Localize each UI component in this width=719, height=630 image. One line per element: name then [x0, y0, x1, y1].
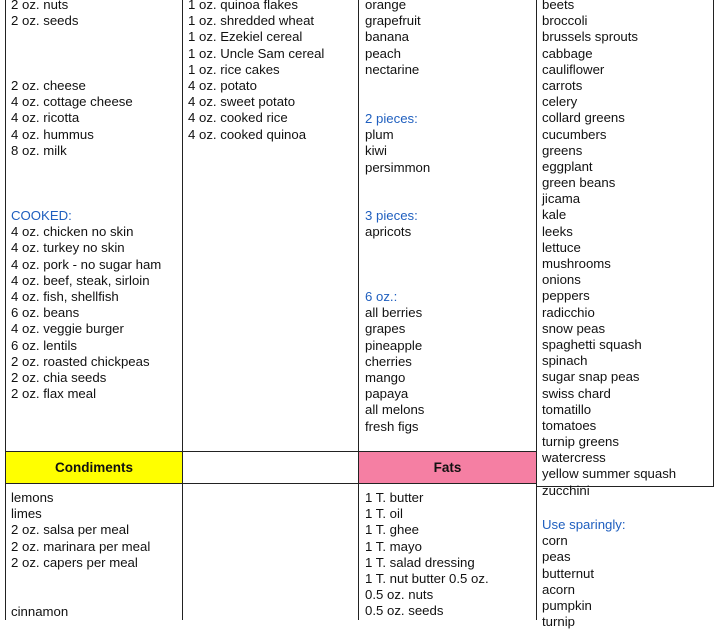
list-item: radicchio — [542, 304, 595, 320]
list-item: 4 oz. pork - no sugar ham — [11, 256, 162, 272]
list-item: 4 oz. potato — [188, 77, 257, 93]
list-item: cabbage — [542, 45, 593, 61]
list-item: tomatillo — [542, 401, 592, 417]
list-item: persimmon — [365, 159, 431, 175]
list-item: 1 T. salad dressing — [365, 554, 475, 570]
list-item: 1 T. ghee — [365, 522, 420, 538]
list-item: apricots — [365, 224, 412, 240]
list-item: 0.5 oz. seeds — [365, 603, 444, 619]
list-item: 4 oz. veggie burger — [11, 321, 124, 337]
list-item: cauliflower — [542, 61, 605, 77]
list-item: 1 oz. quinoa flakes — [188, 0, 298, 12]
list-item: collard greens — [542, 110, 625, 126]
list-item: peas — [542, 549, 571, 565]
list-item: broccoli — [542, 13, 588, 29]
grid-line-left — [5, 0, 6, 620]
list-item: tomatoes — [542, 417, 597, 433]
condiments-header-label: Condiments — [54, 460, 133, 475]
list-item: turnip greens — [542, 434, 619, 450]
list-item: cucumbers — [542, 126, 607, 142]
list-item: eggplant — [542, 158, 593, 174]
list-item: 4 oz. fish, shellfish — [11, 288, 119, 304]
dairy-list — [11, 78, 133, 159]
list-item: 4 oz. chicken no skin — [11, 224, 134, 240]
list-item: 4 oz. turkey no skin — [11, 240, 125, 256]
list-item: 4 oz. cooked rice — [188, 110, 288, 126]
list-item: turnip — [542, 614, 575, 630]
list-item: zucchini — [542, 482, 590, 498]
list-item: corn — [542, 533, 568, 549]
list-item: 1 T. nut butter 0.5 oz. — [365, 570, 489, 586]
list-item: swiss chard — [542, 385, 611, 401]
six-oz-heading: 6 oz.: — [365, 289, 398, 304]
list-item: orange — [365, 0, 407, 12]
list-item: sugar snap peas — [542, 369, 640, 385]
list-item: 6 oz. beans — [11, 305, 80, 321]
list-item: 2 oz. capers per meal — [11, 554, 138, 570]
grid-line-col4 — [536, 0, 537, 620]
list-item: peach — [365, 45, 401, 61]
list-item: 2 oz. roasted chickpeas — [11, 353, 150, 369]
list-item: greens — [542, 142, 583, 158]
grid-line-right — [713, 0, 714, 486]
list-item: 2 oz. nuts — [11, 0, 69, 12]
grid-line-header-bottom — [5, 483, 537, 484]
list-item: butternut — [542, 565, 595, 581]
starches-list — [188, 0, 324, 143]
list-item: all melons — [365, 402, 425, 418]
list-item: 2 oz. flax meal — [11, 386, 97, 402]
list-item: 1 oz. rice cakes — [188, 61, 280, 77]
list-item: grapefruit — [365, 13, 421, 29]
list-item: leeks — [542, 223, 573, 239]
list-item: 4 oz. cottage cheese — [11, 94, 133, 110]
list-item: pineapple — [365, 337, 423, 353]
list-item: yellow summer squash — [542, 466, 677, 482]
fats-header-label: Fats — [433, 460, 462, 475]
use-sparingly-list — [542, 517, 626, 630]
fruits-three-pieces-list — [365, 208, 418, 240]
list-item: lemons — [11, 490, 54, 505]
list-item: pumpkin — [542, 597, 592, 613]
list-item: watercress — [542, 450, 606, 466]
list-item: kiwi — [365, 143, 387, 159]
list-item: mushrooms — [542, 256, 611, 271]
list-item: cherries — [365, 353, 412, 369]
list-item: all berries — [365, 305, 423, 321]
list-item: 2 oz. salsa per meal — [11, 522, 130, 538]
list-item: 6 oz. lentils — [11, 337, 77, 353]
grid-line-col3 — [358, 0, 359, 620]
list-item: 4 oz. ricotta — [11, 110, 80, 126]
list-item: 2 oz. chia seeds — [11, 369, 107, 385]
list-item: 1 T. mayo — [365, 538, 422, 554]
two-pieces-heading: 2 pieces: — [365, 111, 418, 126]
list-item: 1 oz. Uncle Sam cereal — [188, 45, 325, 61]
use-sparingly-heading: Use sparingly: — [542, 517, 626, 532]
list-item: 2 oz. marinara per meal — [11, 538, 151, 554]
list-item: 1 T. butter — [365, 490, 424, 505]
list-item: brussels sprouts — [542, 29, 639, 45]
fruits-six-oz-list — [365, 289, 424, 435]
list-item: limes — [11, 506, 42, 522]
list-item: cinnamon — [11, 604, 69, 619]
list-item: green beans — [542, 175, 616, 191]
condiments-header — [6, 452, 182, 483]
list-item: 1 oz. Ezekiel cereal — [188, 29, 303, 45]
fats-list — [365, 490, 489, 620]
fruits-two-pieces-list — [365, 111, 430, 176]
fats-header — [359, 452, 536, 483]
list-item: 4 oz. hummus — [11, 126, 94, 142]
list-item: 8 oz. milk — [11, 142, 67, 158]
list-item: grapes — [365, 321, 406, 337]
list-item: jicama — [542, 191, 581, 207]
list-item: 2 oz. cheese — [11, 78, 86, 93]
list-item: celery — [542, 94, 578, 110]
fruits-top-list — [365, 0, 421, 78]
list-item: 4 oz. cooked quinoa — [188, 126, 307, 142]
list-item: peppers — [542, 288, 590, 304]
list-item: 1 oz. shredded wheat — [188, 13, 315, 29]
list-item: spinach — [542, 353, 588, 369]
list-item: papaya — [365, 386, 409, 402]
list-item: 4 oz. beef, steak, sirloin — [11, 272, 150, 288]
list-item: 2 oz. seeds — [11, 13, 79, 29]
list-item: nectarine — [365, 61, 420, 77]
list-item: beets — [542, 0, 575, 12]
protein-top-list — [11, 0, 78, 29]
list-item: 0.5 oz. nuts — [365, 587, 434, 603]
condiments-bottom-list — [11, 604, 68, 620]
list-item: snow peas — [542, 320, 606, 336]
cooked-heading: COOKED: — [11, 208, 72, 223]
cooked-list — [11, 208, 161, 402]
list-item: lettuce — [542, 239, 581, 255]
list-item: 4 oz. sweet potato — [188, 94, 296, 110]
grid-line-col2 — [182, 0, 183, 620]
list-item: plum — [365, 127, 394, 143]
list-item: kale — [542, 207, 567, 223]
list-item: onions — [542, 272, 581, 288]
list-item: acorn — [542, 581, 575, 597]
list-item: fresh figs — [365, 418, 419, 434]
condiments-list — [11, 490, 150, 571]
three-pieces-heading: 3 pieces: — [365, 208, 418, 223]
list-item: spaghetti squash — [542, 336, 642, 352]
list-item: 1 T. oil — [365, 506, 403, 522]
vegetables-list — [542, 0, 676, 499]
list-item: carrots — [542, 77, 583, 93]
list-item: banana — [365, 29, 410, 45]
list-item: mango — [365, 369, 406, 385]
